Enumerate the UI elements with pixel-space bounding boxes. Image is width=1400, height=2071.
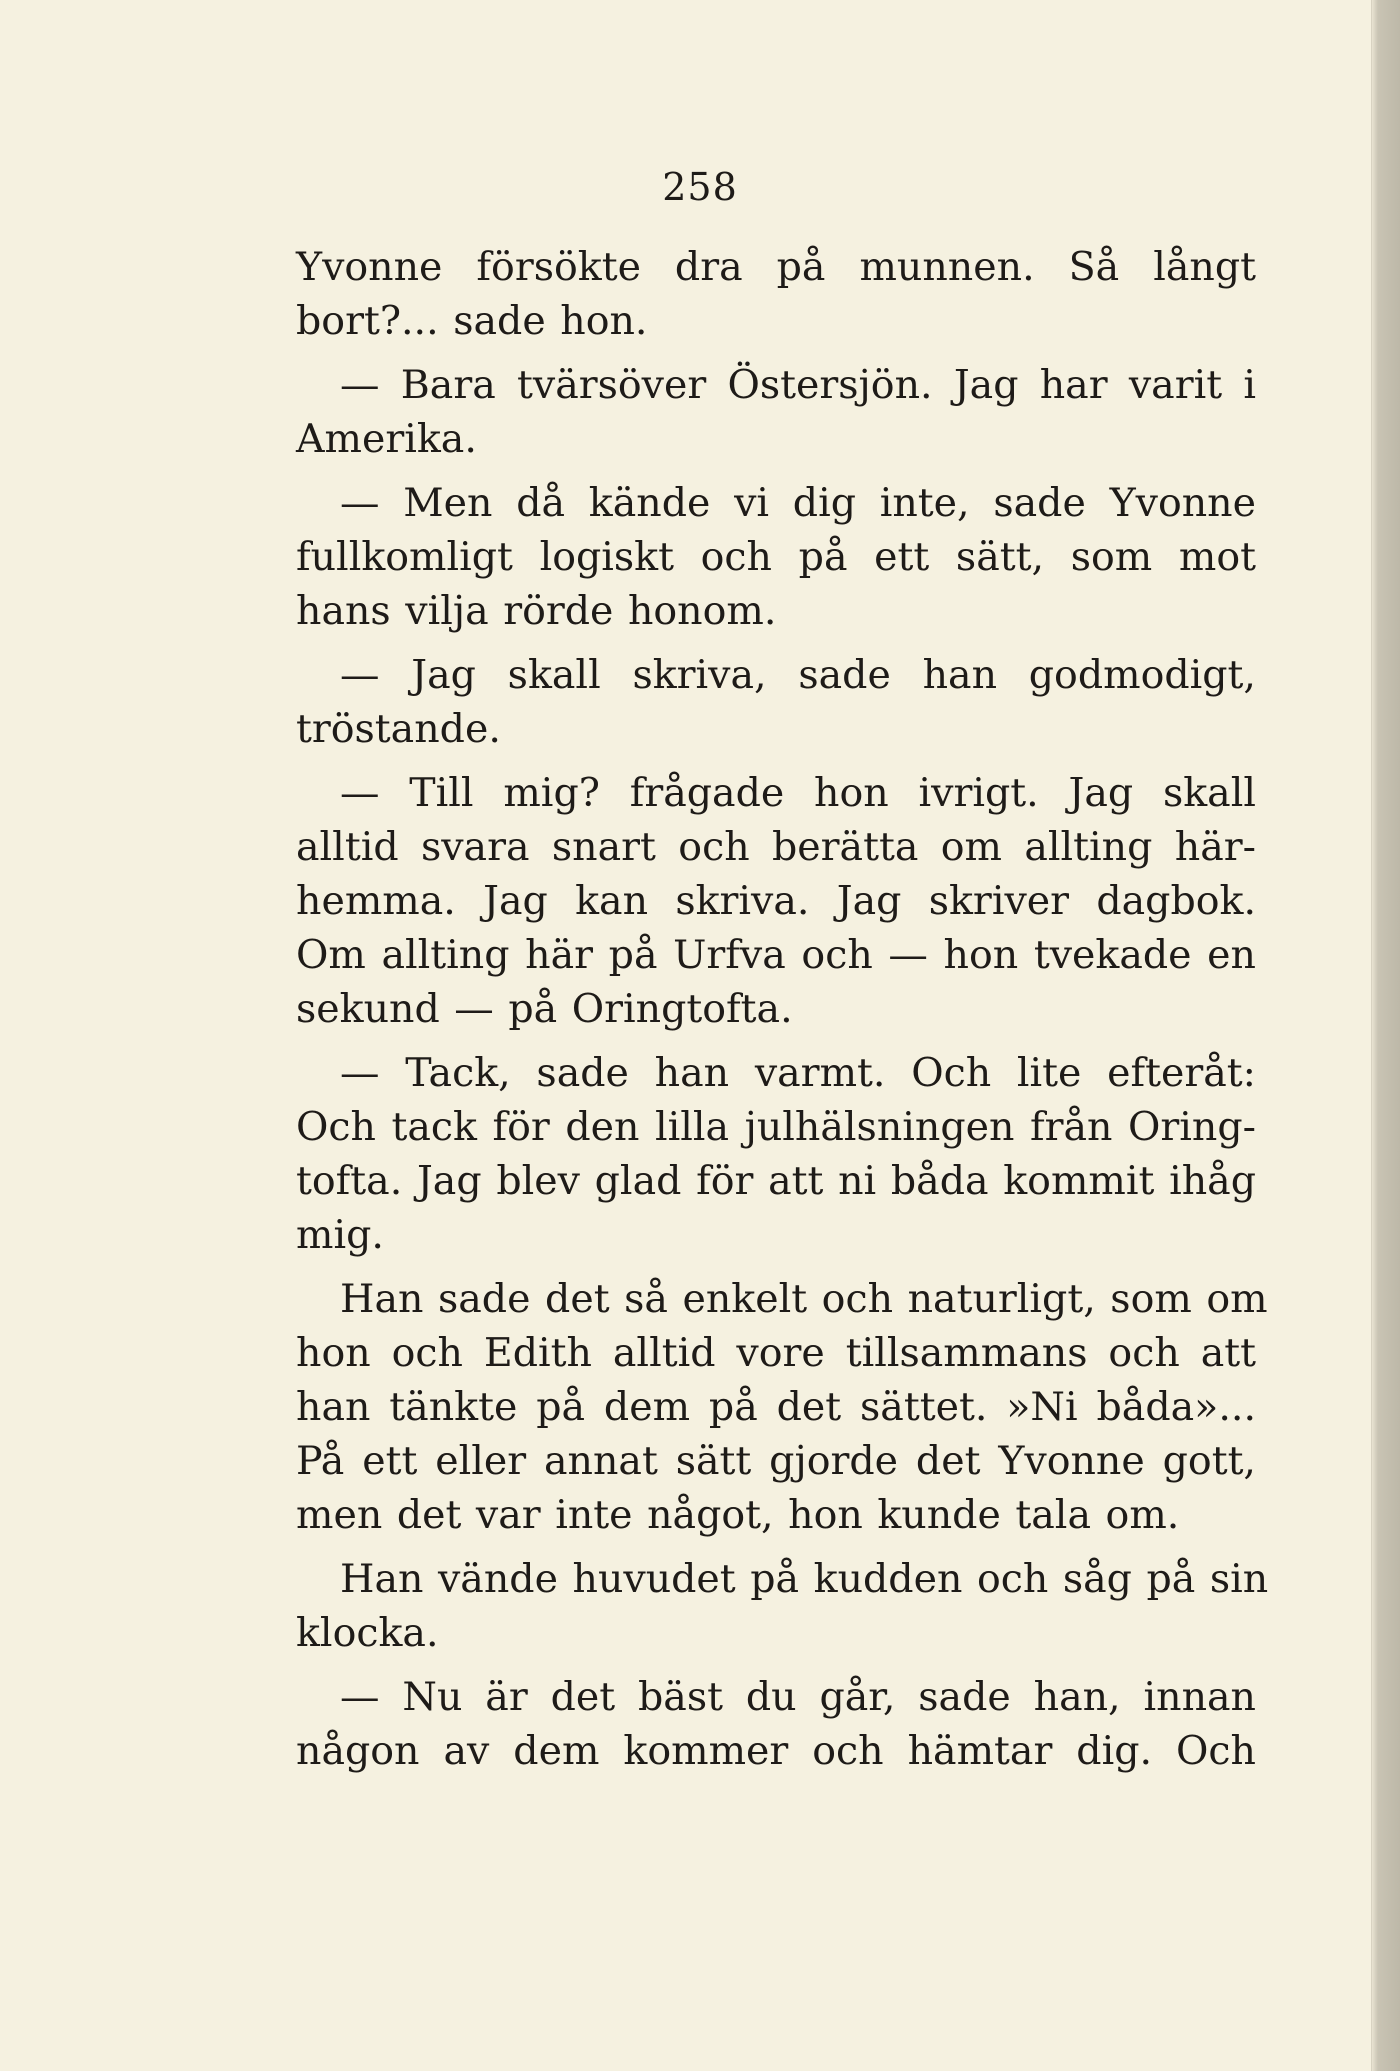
text-line: han tänkte på dem på det sättet. »Ni båda»... (296, 1384, 1256, 1430)
text-line: Han vände huvudet på kudden och såg på sin (340, 1556, 1269, 1602)
text-line: tröstande. (296, 706, 501, 752)
text-line: alltid svara snart och berätta om allting här- (296, 824, 1256, 870)
text-line: — Till mig? frågade hon ivrigt. Jag skall (340, 770, 1256, 816)
text-line: sekund — på Oringtofta. (296, 986, 793, 1032)
text-line: hans vilja rörde honom. (296, 588, 777, 634)
page-number: 258 (662, 165, 738, 209)
text-line: tofta. Jag blev glad för att ni båda kommit ihåg (296, 1158, 1256, 1204)
text-line: — Bara tvärsöver Östersjön. Jag har varit i (340, 362, 1256, 408)
text-line: hemma. Jag kan skriva. Jag skriver dagbok. (296, 878, 1256, 924)
text-line: hon och Edith alltid vore tillsammans och att (296, 1330, 1256, 1376)
text-line: Han sade det så enkelt och naturligt, som om (340, 1276, 1268, 1322)
text-line: men det var inte något, hon kunde tala om. (296, 1492, 1180, 1538)
text-line: Amerika. (296, 416, 477, 462)
text-line: bort?... sade hon. (296, 298, 648, 344)
body-text (296, 240, 1269, 1778)
text-line: — Jag skall skriva, sade han godmodigt, (340, 652, 1256, 698)
text-line: klocka. (296, 1610, 439, 1656)
text-line: — Men då kände vi dig inte, sade Yvonne (340, 480, 1256, 526)
text-line: någon av dem kommer och hämtar dig. Och (296, 1728, 1256, 1774)
text-line: — Tack, sade han varmt. Och lite efteråt: (340, 1050, 1256, 1096)
page-edge-shadow (1372, 0, 1400, 2071)
text-line: fullkomligt logiskt och på ett sätt, som mot (296, 534, 1256, 580)
text-line: På ett eller annat sätt gjorde det Yvonne gott, (296, 1438, 1256, 1484)
text-line: Om allting här på Urfva och — hon tvekade en (296, 932, 1256, 978)
text-line: Yvonne försökte dra på munnen. Så långt (296, 244, 1256, 290)
text-line: Och tack för den lilla julhälsningen från Oring- (296, 1104, 1256, 1150)
text-line: mig. (296, 1212, 384, 1258)
text-line: — Nu är det bäst du går, sade han, innan (340, 1674, 1256, 1720)
